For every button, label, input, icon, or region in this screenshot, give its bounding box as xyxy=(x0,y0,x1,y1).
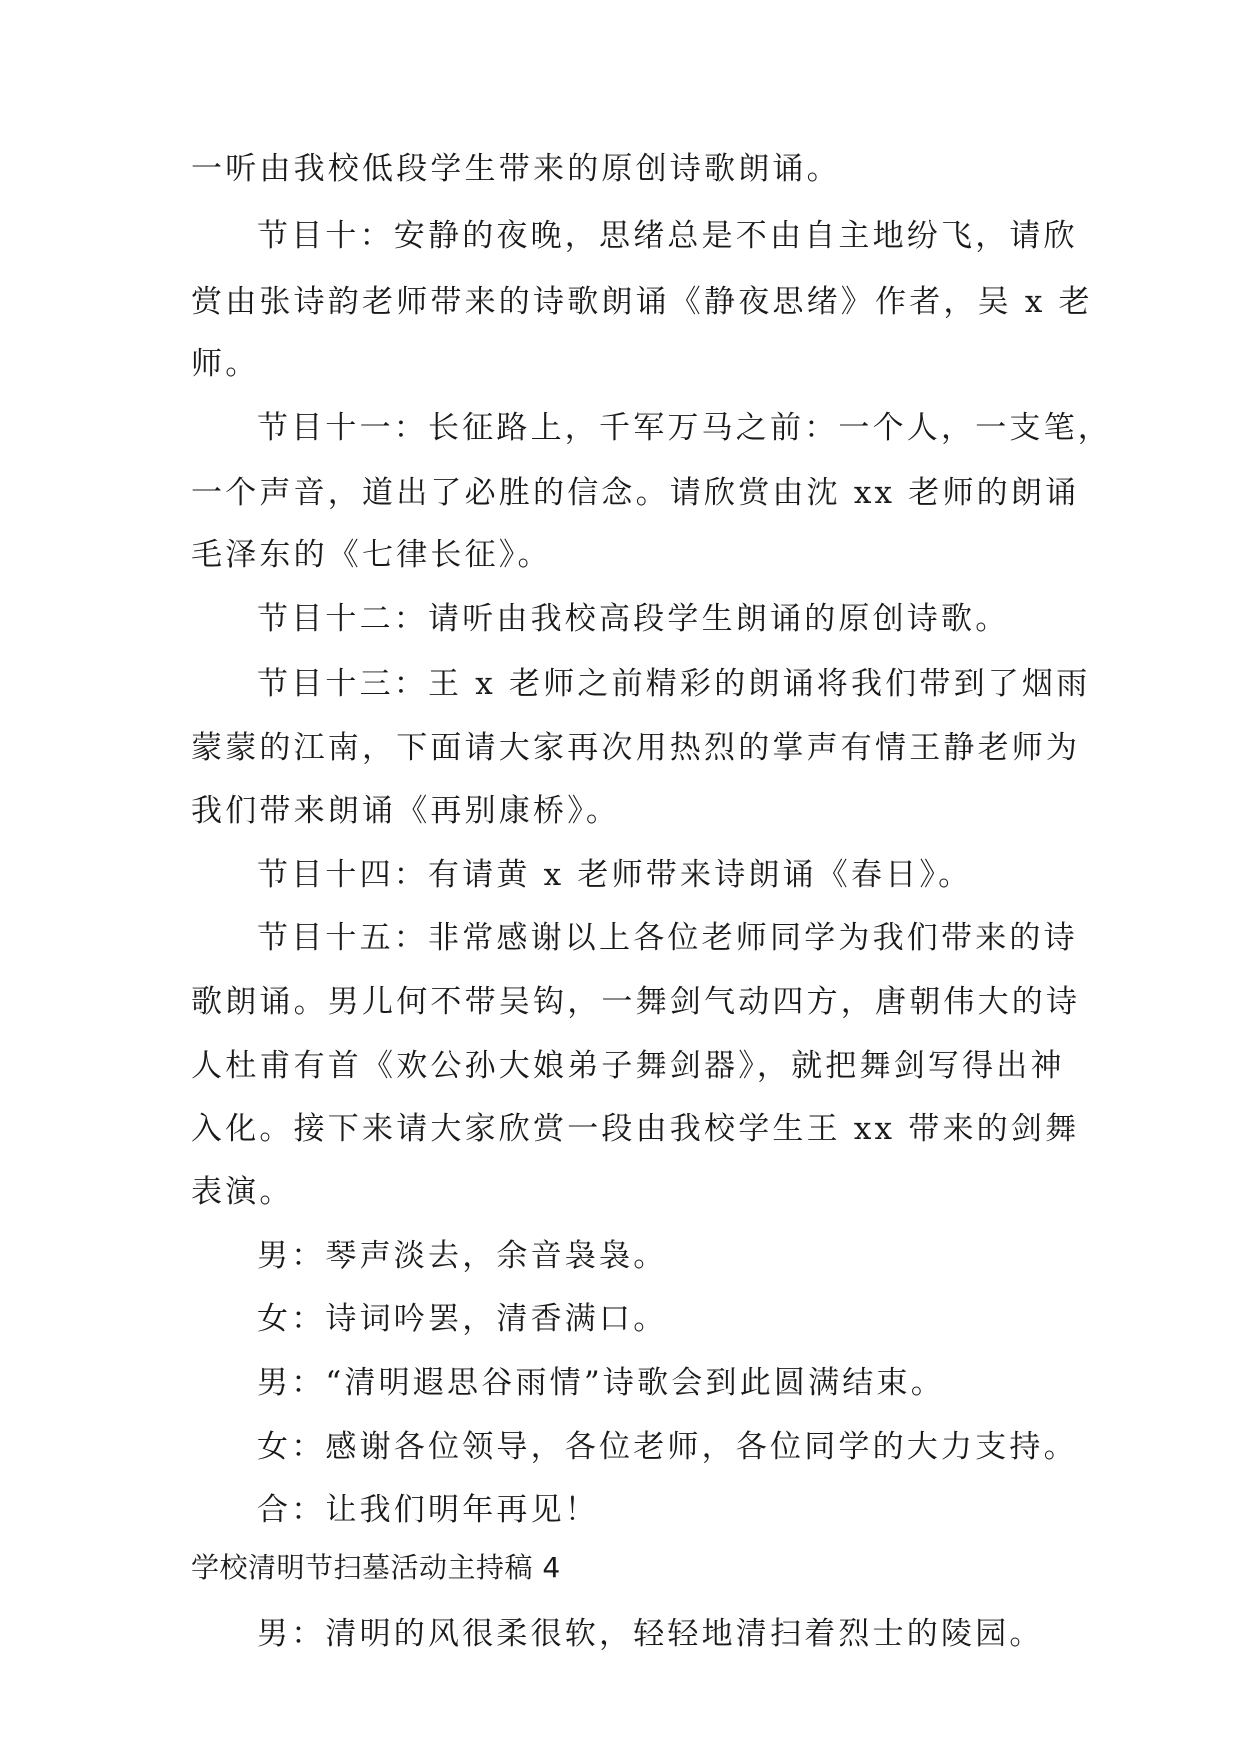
text-line: 节目十一：长征路上，千军万马之前：一个人，一支笔， xyxy=(257,410,1112,446)
text-line: 一个声音，道出了必胜的信念。请欣赏由沈 xx 老师的朗诵 xyxy=(191,475,1080,511)
text-line: 表演。 xyxy=(191,1174,294,1210)
text-line: 赏由张诗韵老师带来的诗歌朗诵《静夜思绪》作者，吴 x 老 xyxy=(191,284,1093,320)
text-line: 一听由我校低段学生带来的原创诗歌朗诵。 xyxy=(191,151,841,187)
text-line: 男：清明的风很柔很软，轻轻地清扫着烈士的陵园。 xyxy=(257,1616,1044,1652)
text-line: 蒙蒙的江南，下面请大家再次用热烈的掌声有情王静老师为 xyxy=(191,730,1081,766)
section-heading: 学校清明节扫墓活动主持稿 4 xyxy=(191,1551,561,1584)
text-line: 节目十二：请听由我校高段学生朗诵的原创诗歌。 xyxy=(257,601,1010,637)
text-line: 女：诗词吟罢，清香满口。 xyxy=(257,1301,668,1337)
text-line: 节目十五：非常感谢以上各位老师同学为我们带来的诗 xyxy=(257,920,1078,956)
text-line: 我们带来朗诵《再别康桥》。 xyxy=(191,793,621,829)
text-line: 节目十四：有请黄 x 老师带来诗朗诵《春日》。 xyxy=(257,857,973,893)
text-line: 入化。接下来请大家欣赏一段由我校学生王 xx 带来的剑舞 xyxy=(191,1111,1080,1147)
text-line: 歌朗诵。男儿何不带吴钩，一舞剑气动四方，唐朝伟大的诗 xyxy=(191,984,1081,1020)
text-line: 节目十三：王 x 老师之前精彩的朗诵将我们带到了烟雨 xyxy=(257,666,1091,702)
text-line: 毛泽东的《七律长征》。 xyxy=(191,537,552,573)
text-line: 合：让我们明年再见！ xyxy=(257,1492,599,1528)
text-line: 男：“清明遐思谷雨情”诗歌会到此圆满结束。 xyxy=(257,1365,945,1401)
text-line: 师。 xyxy=(191,346,260,382)
text-line: 女：感谢各位领导，各位老师，各位同学的大力支持。 xyxy=(257,1429,1078,1465)
text-line: 男：琴声淡去，余音袅袅。 xyxy=(257,1238,668,1274)
text-line: 节目十：安静的夜晚，思绪总是不由自主地纷飞，请欣 xyxy=(257,218,1078,254)
text-line: 人杜甫有首《欢公孙大娘弟子舞剑器》，就把舞剑写得出神 xyxy=(191,1048,1065,1084)
